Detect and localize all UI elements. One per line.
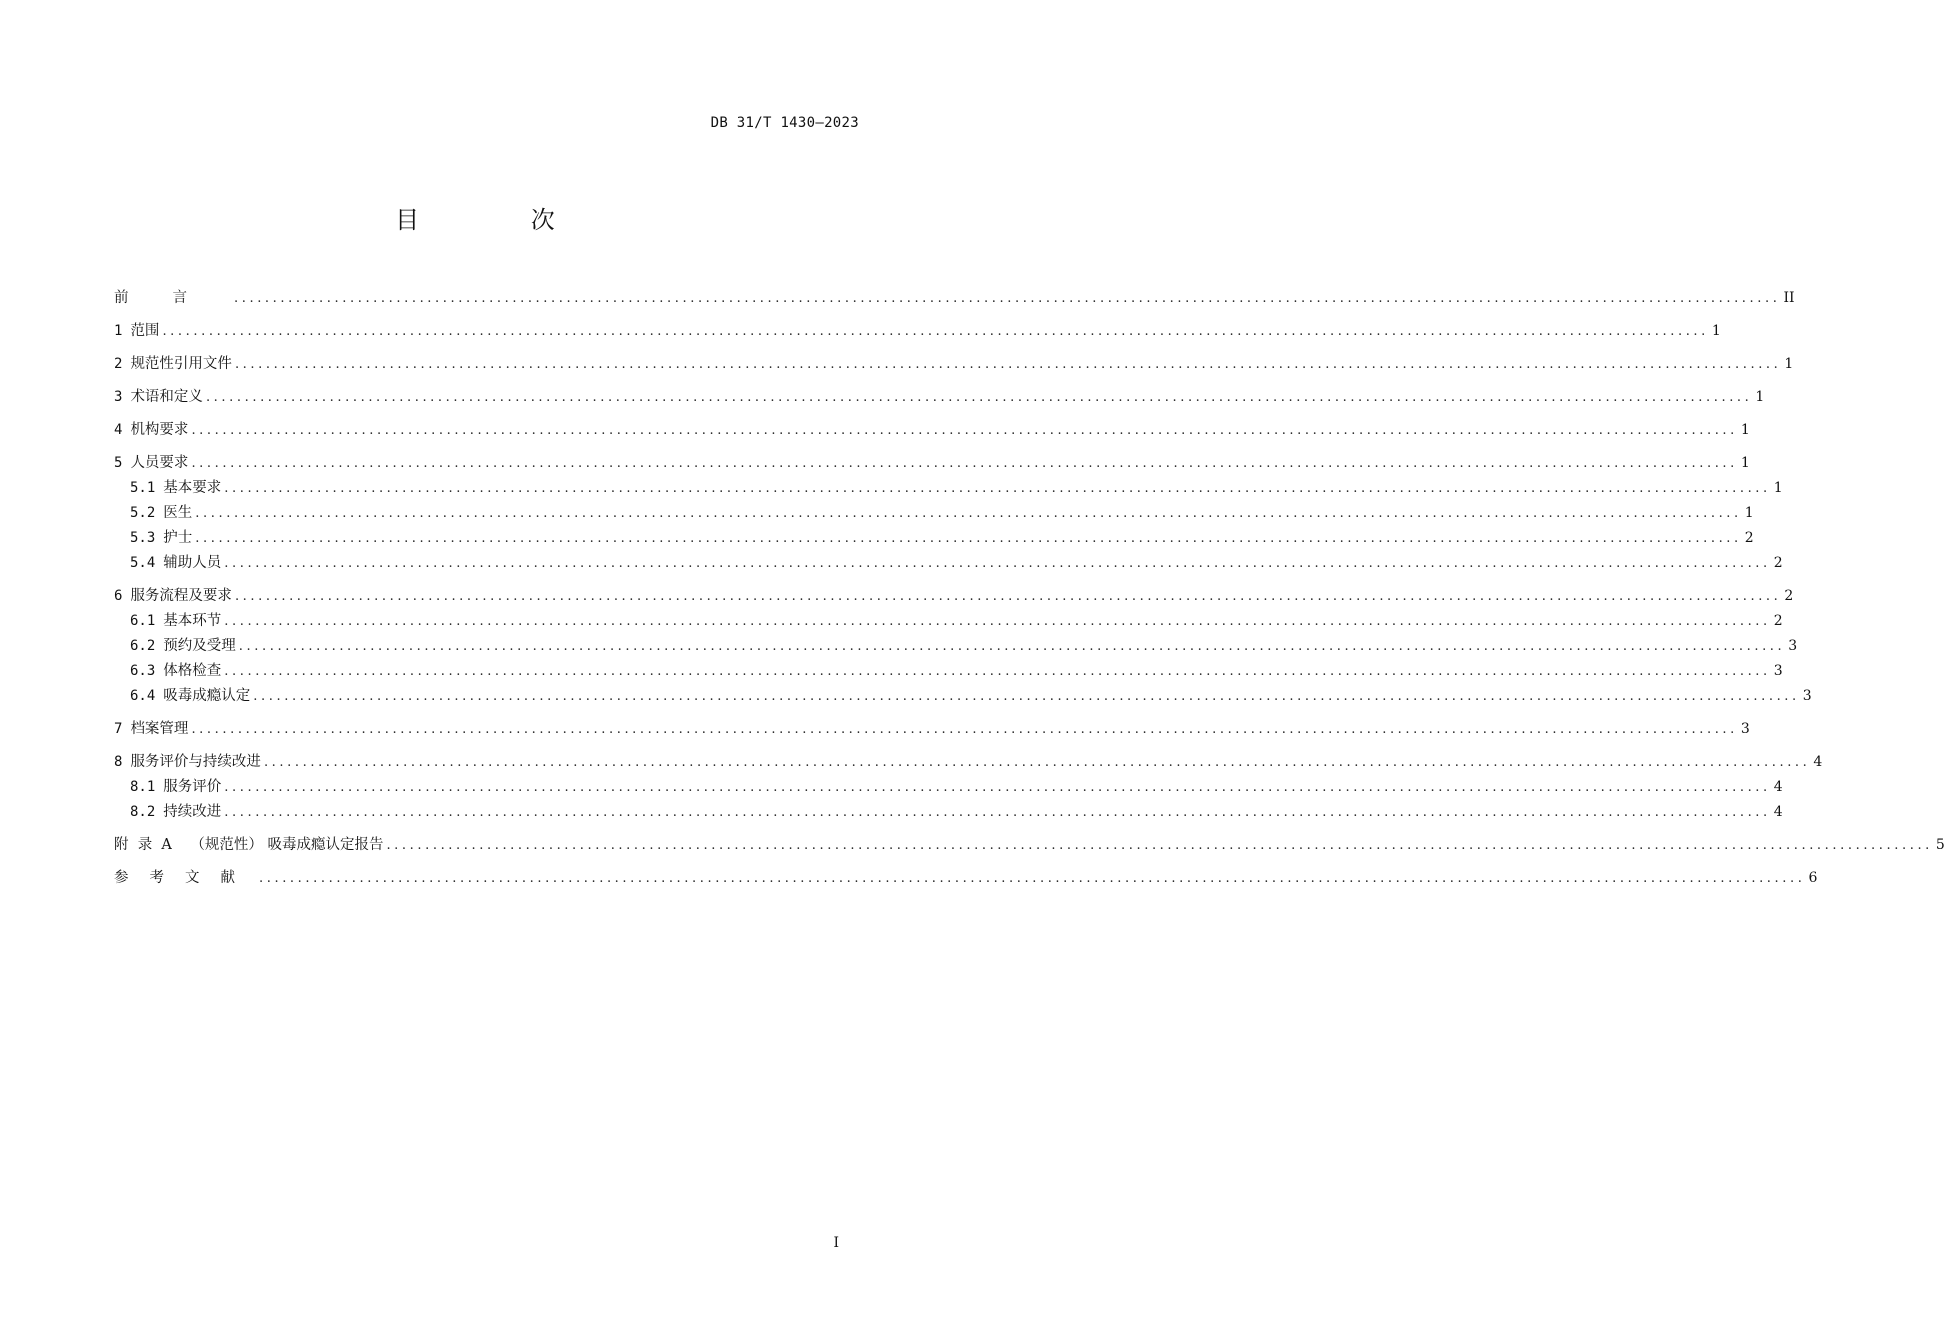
toc-entry-title: 前言 <box>114 290 231 306</box>
toc-entry[interactable] <box>114 553 1783 574</box>
toc-leader-dots: ........................................................................................................................................................................................................ <box>224 614 1771 629</box>
toc-entry[interactable] <box>114 288 1795 309</box>
toc-entry-number: 5.3 <box>130 530 156 546</box>
toc-entry-page: 2 <box>1773 613 1783 629</box>
toc-entry[interactable] <box>114 835 1945 856</box>
toc-leader-dots: ........................................................................................................................................................................................................ <box>234 589 1782 604</box>
toc-leader-dots: ........................................................................................................................................................................................................ <box>195 506 1742 521</box>
toc-entry-page: 2 <box>1744 530 1754 546</box>
toc-entry[interactable] <box>114 453 1750 474</box>
toc-entry-number: 6.2 <box>130 638 156 654</box>
toc-entry[interactable] <box>114 354 1794 375</box>
toc-leader-dots: ........................................................................................................................................................................................................ <box>191 722 1738 737</box>
toc-entry[interactable] <box>114 503 1754 524</box>
toc-entry-page: 3 <box>1773 663 1783 679</box>
toc-leader-dots: ........................................................................................................................................................................................................ <box>263 755 1811 770</box>
toc-entry-number: 5 <box>114 455 123 471</box>
toc-entry-number: 2 <box>114 356 123 372</box>
toc-entry[interactable] <box>114 719 1750 740</box>
toc-entry-number: 5.1 <box>130 480 156 496</box>
toc-leader-dots: ........................................................................................................................................................................................................ <box>191 456 1738 471</box>
toc-entry-page: 2 <box>1773 555 1783 571</box>
toc-entry-page: 3 <box>1802 688 1812 704</box>
toc-entry-number: 8.2 <box>130 804 156 820</box>
toc-entry[interactable] <box>114 611 1783 632</box>
toc-leader-dots: ........................................................................................................................................................................................................ <box>259 871 1806 886</box>
toc-leader-dots: ........................................................................................................................................................................................................ <box>234 357 1782 372</box>
toc-entry-page: 6 <box>1808 870 1818 886</box>
toc-entry-page: 1 <box>1784 356 1794 372</box>
toc-entry[interactable] <box>114 528 1754 549</box>
toc-entry-page: 3 <box>1788 638 1798 654</box>
toc-leader-dots: ........................................................................................................................................................................................................ <box>253 689 1800 704</box>
toc-entry-title: 持续改进 <box>163 804 222 820</box>
toc-entry-title: 基本环节 <box>163 613 222 629</box>
toc-entry-title: 服务流程及要求 <box>130 588 232 604</box>
toc-entry-title: 医生 <box>163 505 193 521</box>
toc-entry-title: 参考文献 <box>114 870 256 886</box>
table-of-contents <box>114 288 1945 889</box>
toc-entry-number: 5.2 <box>130 505 156 521</box>
toc-leader-dots: ........................................................................................................................................................................................................ <box>191 423 1738 438</box>
toc-leader-dots: ........................................................................................................................................................................................................ <box>234 291 1781 306</box>
toc-entry-page: 1 <box>1744 505 1754 521</box>
toc-entry-title: 服务评价 <box>163 779 222 795</box>
toc-entry-title: 吸毒成瘾认定 <box>163 688 251 704</box>
toc-entry-title: 预约及受理 <box>163 638 236 654</box>
toc-entry[interactable] <box>114 686 1812 707</box>
toc-entry-title: 辅助人员 <box>163 555 222 571</box>
toc-entry-page: 3 <box>1740 721 1750 737</box>
toc-entry[interactable] <box>114 420 1750 441</box>
toc-entry-title: 护士 <box>163 530 193 546</box>
toc-entry-number: 6.4 <box>130 688 156 704</box>
toc-entry[interactable] <box>114 661 1783 682</box>
toc-entry-number: 6 <box>114 588 123 604</box>
toc-entry-page: 1 <box>1711 323 1721 339</box>
toc-entry-title: 档案管理 <box>130 721 189 737</box>
toc-entry[interactable] <box>114 636 1798 657</box>
toc-entry-title: 服务评价与持续改进 <box>130 754 261 770</box>
toc-entry-number: 6.1 <box>130 613 156 629</box>
toc-entry-number: 5.4 <box>130 555 156 571</box>
toc-leader-dots: ........................................................................................................................................................................................................ <box>238 639 1786 654</box>
toc-leader-dots: ........................................................................................................................................................................................................ <box>224 805 1771 820</box>
toc-entry[interactable] <box>114 802 1783 823</box>
toc-entry-page: 4 <box>1813 754 1823 770</box>
toc-entry-title: 基本要求 <box>163 480 222 496</box>
toc-entry[interactable] <box>114 586 1794 607</box>
toc-entry-page: 4 <box>1773 779 1783 795</box>
toc-entry[interactable] <box>114 752 1823 773</box>
toc-leader-dots: ........................................................................................................................................................................................................ <box>386 838 1933 853</box>
document-code: DB 31/T 1430—2023 <box>710 115 859 131</box>
toc-entry-number: 3 <box>114 389 123 405</box>
toc-entry-number: 1 <box>114 323 123 339</box>
toc-entry-number: 8.1 <box>130 779 156 795</box>
toc-entry-page: 1 <box>1755 389 1765 405</box>
toc-entry[interactable] <box>114 321 1721 342</box>
toc-leader-dots: ........................................................................................................................................................................................................ <box>224 481 1771 496</box>
toc-entry-title: 附 录 A （规范性） 吸毒成瘾认定报告 <box>114 837 384 853</box>
toc-entry[interactable] <box>114 868 1818 889</box>
toc-entry-page: II <box>1783 290 1795 306</box>
toc-entry-page: 2 <box>1784 588 1794 604</box>
toc-leader-dots: ........................................................................................................................................................................................................ <box>195 531 1742 546</box>
toc-entry-page: 1 <box>1740 422 1750 438</box>
toc-leader-dots: ........................................................................................................................................................................................................ <box>205 390 1753 405</box>
toc-entry[interactable] <box>114 387 1765 408</box>
page-number: I <box>833 1235 839 1251</box>
toc-entry[interactable] <box>114 777 1783 798</box>
toc-leader-dots: ........................................................................................................................................................................................................ <box>224 780 1771 795</box>
toc-entry-page: 1 <box>1740 455 1750 471</box>
toc-entry-title: 体格检查 <box>163 663 222 679</box>
toc-entry-page: 1 <box>1773 480 1783 496</box>
toc-entry-number: 7 <box>114 721 123 737</box>
toc-leader-dots: ........................................................................................................................................................................................................ <box>162 324 1709 339</box>
toc-entry-number: 8 <box>114 754 123 770</box>
toc-entry-title: 规范性引用文件 <box>130 356 232 372</box>
toc-entry-title: 人员要求 <box>130 455 189 471</box>
page-title: 目 次 <box>395 206 607 234</box>
toc-entry-title: 范围 <box>130 323 160 339</box>
toc-entry[interactable] <box>114 478 1783 499</box>
toc-entry-title: 术语和定义 <box>130 389 203 405</box>
toc-entry-number: 6.3 <box>130 663 156 679</box>
toc-leader-dots: ........................................................................................................................................................................................................ <box>224 556 1771 571</box>
toc-leader-dots: ........................................................................................................................................................................................................ <box>224 664 1771 679</box>
toc-entry-page: 5 <box>1935 837 1945 853</box>
toc-entry-title: 机构要求 <box>130 422 189 438</box>
toc-entry-number: 4 <box>114 422 123 438</box>
toc-entry-page: 4 <box>1773 804 1783 820</box>
